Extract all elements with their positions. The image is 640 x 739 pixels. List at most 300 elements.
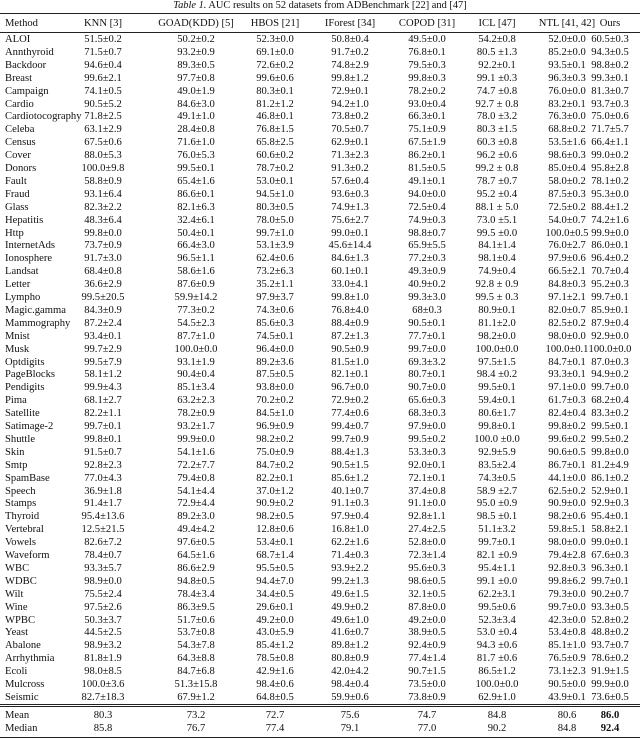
table-cell: 93.2±0.9: [177, 46, 215, 58]
table-row: [0, 446, 640, 459]
table-row: [0, 162, 640, 175]
table-cell: 98.5 ±0.1: [476, 511, 518, 523]
table-cell: 42.0±4.2: [331, 666, 369, 678]
table-cell: 74.9±1.3: [331, 201, 369, 213]
table-cell: 80.3 ±1.5: [476, 124, 518, 136]
table-cell: 66.5±2.1: [548, 266, 586, 278]
column-header: COPOD [31]: [398, 18, 456, 29]
table-cell: 90.5±0.0: [548, 679, 586, 690]
table-cell: 92.9±0.0: [591, 330, 629, 342]
table-row: [0, 304, 640, 317]
table-cell: 84.8: [487, 710, 507, 721]
table-cell: 99.8±1.0: [331, 292, 369, 303]
summary-rule-1: [0, 704, 640, 705]
table-row: [0, 472, 640, 485]
table-row: [0, 149, 640, 162]
table-cell: 99.1 ±0.0: [476, 575, 518, 587]
table-cell: 85.2±0.0: [548, 46, 586, 58]
table-cell: 65.8±2.5: [256, 137, 294, 149]
table-cell: 72.9±0.1: [331, 85, 369, 97]
table-row: [0, 46, 640, 59]
table-cell: 49.4±4.2: [177, 524, 215, 536]
table-cell: 52.8±0.2: [591, 614, 629, 626]
table-cell: 77.0±4.3: [84, 472, 122, 484]
table-cell: 90.5±0.1: [408, 317, 446, 329]
table-cell: 73.2±6.3: [256, 266, 294, 278]
table-cell: 53.4±0.1: [256, 537, 294, 549]
table-cell: 85.9±0.1: [591, 304, 629, 316]
table-cell: 80.7±0.1: [408, 369, 446, 381]
table-cell: 45.6±14.4: [328, 240, 372, 252]
table-cell: 83.5±2.4: [478, 459, 516, 471]
table-cell: 84.3±0.9: [84, 304, 122, 316]
table-caption: [0, 0, 640, 12]
table-cell: 98.6±0.5: [408, 575, 446, 587]
table-cell: 94.2±1.0: [331, 98, 369, 110]
table-cell: 84.8±0.3: [548, 279, 586, 291]
table-row: [0, 665, 640, 678]
table-cell: 84.7±0.2: [256, 459, 294, 471]
table-cell: 81.3±0.7: [591, 85, 629, 97]
table-cell: 90.5±1.5: [331, 459, 369, 471]
table-cell: 99.5±0.2: [408, 433, 446, 445]
table-cell: 98.8±0.7: [408, 227, 446, 239]
table-cell: 99.5±0.1: [177, 163, 215, 174]
table-cell: 82.5±0.2: [548, 317, 586, 329]
table-cell: 85.6±1.2: [331, 472, 369, 484]
table-cell: 95.3±0.0: [591, 188, 629, 200]
table-cell: 37.0±1.2: [256, 485, 294, 497]
table-cell: 58.8±0.9: [84, 175, 122, 187]
table-cell: 49.0±1.9: [177, 85, 215, 97]
table-cell: 71.3±2.3: [331, 150, 369, 162]
table-cell: 87.8±0.0: [408, 601, 446, 613]
table-cell: 73.8±0.9: [408, 691, 446, 703]
table-cell: 58.1±1.2: [84, 369, 122, 381]
table-cell: 80.5 ±1.3: [476, 46, 518, 58]
table-cell: 76.5±0.9: [548, 653, 586, 665]
table-cell: 32.1±0.5: [408, 588, 446, 600]
table-cell: 92.0±0.1: [408, 459, 446, 471]
row-label: Cover: [5, 150, 31, 162]
table-cell: 82.0±0.7: [548, 304, 586, 316]
table-cell: 87.0±0.3: [591, 356, 629, 368]
table-cell: 78.4±0.7: [84, 550, 122, 561]
table-cell: 54.1±4.4: [177, 485, 215, 497]
table-cell: 74.1±0.5: [84, 85, 122, 97]
table-cell: 93.3±5.7: [84, 562, 122, 574]
table-cell: 84.7±0.1: [548, 356, 586, 368]
table-cell: 68.4±0.8: [84, 266, 122, 278]
table-cell: 100.0 ±0.0: [474, 433, 520, 445]
table-row: [0, 562, 640, 575]
table-cell: 70.7±0.4: [591, 266, 629, 278]
column-header: NTL [41, 42]: [538, 18, 596, 29]
table-cell: 100.0±0.0: [174, 343, 218, 355]
table-cell: 51.1±3.2: [478, 524, 516, 536]
table-cell: 99.9±0.0: [177, 433, 215, 445]
table-cell: 58.9 ±2.7: [476, 485, 518, 497]
table-cell: 94.3±0.5: [591, 46, 629, 58]
table-cell: 79.4±2.8: [548, 550, 586, 561]
table-cell: 84.7±6.8: [177, 666, 215, 678]
column-header: ICL [47]: [478, 18, 516, 29]
table-cell: 99.5±0.1: [591, 421, 629, 432]
column-header: GOAD(KDD) [5]: [158, 18, 234, 29]
table-cell: 99.7±0.0: [548, 601, 586, 613]
table-cell: 99.7±0.0: [591, 382, 629, 394]
table-cell: 99.6±0.6: [256, 72, 294, 84]
table-cell: 92.4: [600, 723, 620, 734]
table-cell: 99.5±0.6: [478, 601, 516, 613]
table-cell: 99.8±0.0: [591, 446, 629, 458]
table-cell: 86.6±2.9: [177, 562, 215, 574]
table-cell: 98.9±0.0: [84, 575, 122, 587]
table-cell: 52.9±0.1: [591, 485, 629, 497]
table-cell: 92.9±0.3: [591, 498, 629, 510]
table-cell: 96.7±0.0: [331, 382, 369, 394]
row-label: Wine: [5, 601, 28, 613]
column-header: Method: [5, 18, 38, 29]
row-label: Waveform: [5, 550, 50, 561]
row-label: Donors: [5, 163, 37, 174]
table-cell: 63.1±2.9: [84, 124, 122, 136]
table-cell: 72.3±1.4: [408, 550, 446, 561]
table-cell: 84.1±1.4: [478, 240, 516, 252]
row-label: Median: [5, 723, 38, 734]
table-cell: 84.6±1.3: [331, 253, 369, 265]
table-cell: 54.1±1.6: [177, 446, 215, 458]
table-cell: 76.8±4.0: [331, 304, 369, 316]
table-cell: 90.2: [487, 723, 507, 734]
table-cell: 89.3±0.5: [177, 59, 215, 71]
table-cell: 54.3±7.8: [177, 640, 215, 652]
table-cell: 90.7±1.5: [408, 666, 446, 678]
table-cell: 99.0±0.2: [591, 150, 629, 162]
table-cell: 58.0±0.2: [548, 175, 586, 187]
table-cell: 51.7±0.6: [177, 614, 215, 626]
table-cell: 40.9±0.2: [408, 279, 446, 291]
table-cell: 98.2±0.0: [478, 330, 516, 342]
table-cell: 52.0±0.0: [548, 34, 586, 45]
table-row: [0, 188, 640, 201]
table-cell: 53.1±3.9: [256, 240, 294, 252]
table-cell: 87.6±0.9: [177, 279, 215, 291]
table-cell: 72.5±0.4: [408, 201, 446, 213]
table-cell: 88.1 ± 5.0: [475, 201, 519, 213]
header-row: [0, 17, 640, 30]
table-cell: 71.8±2.5: [84, 111, 122, 123]
table-cell: 71.6±1.0: [177, 137, 215, 149]
table-cell: 49.2±0.0: [408, 614, 446, 626]
table-cell: 99.8±0.3: [408, 72, 446, 84]
table-cell: 53.4±0.8: [548, 627, 586, 639]
table-cell: 96.9±0.9: [256, 421, 294, 432]
table-cell: 78.2±0.2: [408, 85, 446, 97]
table-cell: 84.6±3.0: [177, 98, 215, 110]
table-cell: 91.1±0.3: [331, 498, 369, 510]
table-cell: 93.6±0.3: [331, 188, 369, 200]
table-cell: 59.4±0.1: [478, 395, 516, 407]
table-cell: 92.8±0.3: [548, 562, 586, 574]
table-cell: 78.0±5.0: [256, 214, 294, 226]
table-cell: 77.3±0.2: [177, 304, 215, 316]
table-cell: 94.8±0.5: [177, 575, 215, 587]
table-cell: 71.5±0.7: [84, 46, 122, 58]
table-cell: 74.3±0.6: [256, 304, 294, 316]
row-label: Satellite: [5, 408, 40, 420]
table-cell: 93.1±1.9: [177, 356, 215, 368]
table-cell: 84.5±1.0: [256, 408, 294, 420]
table-cell: 49.1±0.1: [408, 175, 446, 187]
table-cell: 82.4±0.4: [548, 408, 586, 420]
column-header: HBOS [21]: [250, 18, 300, 29]
table-cell: 97.9±3.7: [256, 292, 294, 303]
table-cell: 73.8±0.2: [331, 111, 369, 123]
table-cell: 93.3±0.1: [548, 369, 586, 381]
table-cell: 98.8±0.2: [591, 59, 629, 71]
table-cell: 99.6±2.1: [84, 72, 122, 84]
median-row: [0, 722, 640, 735]
row-label: ALOI: [5, 34, 31, 45]
table-row: [0, 85, 640, 98]
table-cell: 99.6±0.2: [548, 433, 586, 445]
table-cell: 98.0±0.0: [548, 330, 586, 342]
table-cell: 78.6±0.2: [591, 653, 629, 665]
table-cell: 86.1±0.2: [591, 472, 629, 484]
table-cell: 49.9±0.2: [331, 601, 369, 613]
table-cell: 98.4±0.4: [331, 679, 369, 690]
table-row: [0, 523, 640, 536]
table-cell: 90.5±5.2: [84, 98, 122, 110]
table-cell: 58.8±2.1: [591, 524, 629, 536]
table-row: [0, 614, 640, 627]
table-row: [0, 239, 640, 252]
table-cell: 88.4±1.3: [331, 446, 369, 458]
table-cell: 68.8±0.2: [548, 124, 586, 136]
table-cell: 78.0 ±3.2: [476, 111, 518, 123]
table-cell: 78.2±0.9: [177, 408, 215, 420]
table-row: [0, 201, 640, 214]
table-cell: 91.7±0.2: [331, 46, 369, 58]
table-cell: 99.5±0.1: [478, 382, 516, 394]
table-cell: 78.5±0.8: [256, 653, 294, 665]
table-row: [0, 497, 640, 510]
table-cell: 68.2±0.4: [591, 395, 629, 407]
row-label: Mean: [5, 710, 30, 721]
table-cell: 66.4±1.1: [591, 137, 629, 149]
table-cell: 97.1±2.1: [548, 292, 586, 303]
table-row: [0, 639, 640, 652]
table-cell: 81.5±1.0: [331, 356, 369, 368]
table-cell: 96.4±0.2: [591, 253, 629, 265]
table-cell: 54.2±0.8: [478, 34, 516, 45]
row-label: Http: [5, 227, 24, 239]
table-row: [0, 536, 640, 549]
table-cell: 70.2±0.2: [256, 395, 294, 407]
table-cell: 53.0±0.1: [256, 175, 294, 187]
table-cell: 46.8±0.1: [256, 111, 294, 123]
table-cell: 33.0±4.1: [331, 279, 369, 291]
table-cell: 50.2±0.2: [177, 34, 215, 45]
row-label: Lympho: [5, 292, 41, 303]
table-cell: 87.9±0.4: [591, 317, 629, 329]
table-cell: 99.7±2.9: [84, 343, 122, 355]
table-cell: 99.7±0.0: [408, 343, 446, 355]
table-cell: 87.7±1.0: [177, 330, 215, 342]
table-cell: 90.9±0.0: [548, 498, 586, 510]
table-cell: 80.9±0.1: [478, 304, 516, 316]
table-cell: 70.5±0.7: [331, 124, 369, 136]
table-cell: 95.4±0.1: [591, 511, 629, 523]
table-cell: 91.4±1.7: [84, 498, 122, 510]
table-cell: 62.9±1.0: [478, 691, 516, 703]
row-label: Mulcross: [5, 679, 45, 690]
table-cell: 16.8±1.0: [331, 524, 369, 536]
table-cell: 74.9±0.3: [408, 214, 446, 226]
table-cell: 92.8 ± 0.9: [475, 279, 519, 291]
table-cell: 99.8±0.1: [478, 421, 516, 432]
table-cell: 93.4±0.1: [84, 330, 122, 342]
table-cell: 81.7 ±0.6: [476, 653, 518, 665]
table-cell: 92.9±5.9: [478, 446, 516, 458]
table-cell: 49.6±1.0: [331, 614, 369, 626]
table-cell: 84.8: [557, 723, 577, 734]
table-cell: 92.7 ± 0.8: [475, 98, 519, 110]
table-cell: 78.4±3.4: [177, 588, 215, 600]
table-cell: 95.0 ±0.9: [476, 498, 518, 510]
mean-row: [0, 709, 640, 722]
table-cell: 90.2±0.7: [591, 588, 629, 600]
table-cell: 92.4±0.9: [408, 640, 446, 652]
table-cell: 98.4 ±0.2: [476, 369, 518, 381]
table-cell: 95.8±2.8: [591, 163, 629, 174]
table-cell: 50.8±0.4: [331, 34, 369, 45]
table-cell: 73.6±0.5: [591, 691, 629, 703]
table-cell: 100.0±9.8: [81, 163, 125, 174]
table-cell: 82.1 ±0.9: [476, 550, 518, 561]
table-cell: 71.4±0.3: [331, 550, 369, 561]
table-cell: 99.5±0.2: [591, 433, 629, 445]
row-label: Fault: [5, 175, 27, 187]
table-cell: 69.1±0.0: [256, 46, 294, 58]
table-row: [0, 510, 640, 523]
row-label: InternetAds: [5, 240, 56, 252]
row-label: Annthyroid: [5, 46, 54, 58]
table-cell: 88.4±0.9: [331, 317, 369, 329]
table-cell: 65.4±1.6: [177, 175, 215, 187]
row-label: Yeast: [5, 627, 29, 639]
table-cell: 29.6±0.1: [256, 601, 294, 613]
table-cell: 96.4±0.0: [256, 343, 294, 355]
table-cell: 87.2±2.4: [84, 317, 122, 329]
table-cell: 53.5±1.6: [548, 137, 586, 149]
row-label: Optdigits: [5, 356, 45, 368]
table-cell: 86.6±0.1: [177, 188, 215, 200]
table-cell: 80.6±1.7: [478, 408, 516, 420]
table-cell: 94.3 ±0.6: [476, 640, 518, 652]
table-cell: 92.8±1.1: [408, 511, 446, 523]
table-cell: 83.3±0.2: [591, 408, 629, 420]
table-cell: 82.6±7.2: [84, 537, 122, 549]
table-cell: 59.9±14.2: [174, 292, 218, 303]
table-cell: 96.3±0.1: [591, 562, 629, 574]
table-cell: 73.1±2.3: [548, 666, 586, 678]
table-cell: 88.4±1.2: [591, 201, 629, 213]
table-cell: 76.0±0.0: [548, 85, 586, 97]
row-label: Speech: [5, 485, 36, 497]
table-cell: 100.0±0.5: [545, 227, 589, 239]
row-label: Landsat: [5, 266, 39, 278]
table-cell: 80.3±0.5: [256, 201, 294, 213]
row-label: Ionosphere: [5, 253, 53, 265]
table-row: [0, 72, 640, 85]
table-cell: 52.3±0.0: [256, 34, 294, 45]
table-row: [0, 626, 640, 639]
table-cell: 27.4±2.5: [408, 524, 446, 536]
table-cell: 60.5±0.3: [591, 34, 629, 45]
table-cell: 82.2±1.1: [84, 408, 122, 420]
table-cell: 93.9±2.2: [331, 562, 369, 574]
table-cell: 86.5±1.2: [478, 666, 516, 678]
table-cell: 49.1±1.0: [177, 111, 215, 123]
table-cell: 94.6±0.4: [84, 59, 122, 71]
table-cell: 57.6±0.4: [331, 175, 369, 187]
row-label: WPBC: [5, 614, 36, 626]
table-cell: 53.0 ±0.4: [476, 627, 518, 639]
table-cell: 99.7±0.1: [478, 537, 516, 549]
table-cell: 72.9±4.4: [177, 498, 215, 510]
table-cell: 37.4±0.8: [408, 485, 446, 497]
table-cell: 81.2±4.9: [591, 459, 629, 471]
table-cell: 98.6±0.3: [548, 150, 586, 162]
table-cell: 97.7±0.8: [177, 72, 215, 84]
row-label: PageBlocks: [5, 369, 56, 381]
table-cell: 76.8±1.5: [256, 124, 294, 136]
row-label: Mammography: [5, 317, 71, 329]
table-cell: 61.7±0.3: [548, 395, 586, 407]
table-cell: 99.7±0.9: [331, 433, 369, 445]
table-cell: 86.3±9.5: [177, 601, 215, 613]
table-cell: 99.0±0.1: [331, 227, 369, 239]
table-row: [0, 33, 640, 46]
table-cell: 99.1 ±0.3: [476, 72, 518, 84]
table-cell: 99.2±1.3: [331, 575, 369, 587]
table-row: [0, 394, 640, 407]
table-cell: 68.1±2.7: [84, 395, 122, 407]
table-cell: 74.7: [417, 710, 437, 721]
row-label: Breast: [5, 72, 33, 84]
table-cell: 99.4±0.7: [331, 421, 369, 432]
table-cell: 44.5±2.5: [84, 627, 122, 639]
row-label: Wilt: [5, 588, 24, 600]
table-cell: 74.2±1.6: [591, 214, 629, 226]
table-cell: 97.9±0.4: [331, 511, 369, 523]
table-cell: 82.1±0.1: [331, 369, 369, 381]
table-cell: 96.5±1.1: [177, 253, 215, 265]
table-cell: 98.2±0.5: [256, 511, 294, 523]
table-cell: 62.2±3.1: [478, 588, 516, 600]
table-cell: 85.0±0.4: [548, 163, 586, 174]
table-cell: 99.7±0.1: [84, 421, 122, 432]
table-row: [0, 291, 640, 304]
table-cell: 67.5±0.6: [84, 137, 122, 149]
table-cell: 90.5±0.9: [331, 343, 369, 355]
table-cell: 81.1±2.0: [478, 317, 516, 329]
table-cell: 99.5±7.9: [84, 356, 122, 368]
table-cell: 42.9±1.6: [256, 666, 294, 678]
table-cell: 80.3±0.1: [256, 85, 294, 97]
